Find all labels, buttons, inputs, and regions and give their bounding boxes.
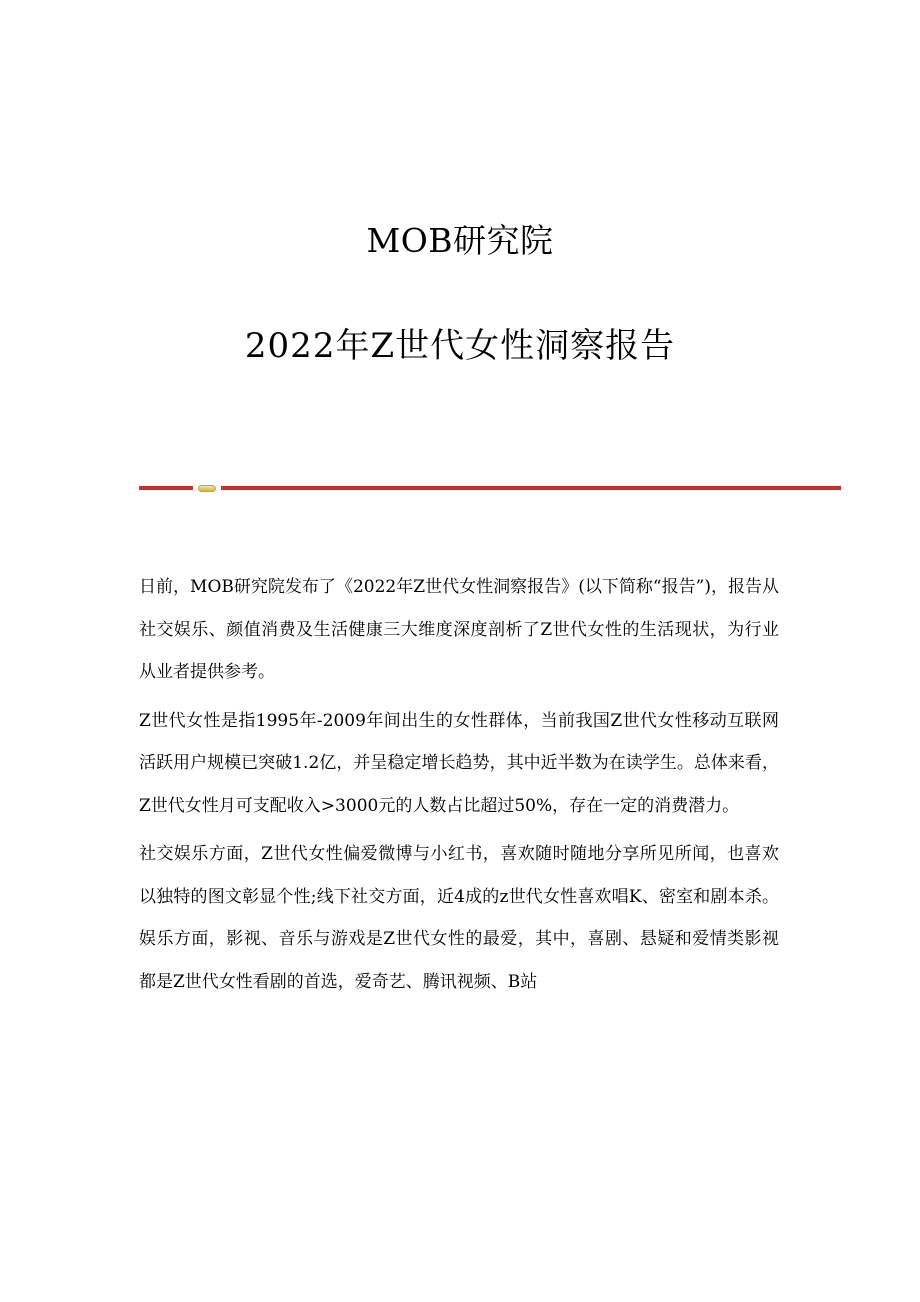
- paragraph-intro: 日前，MOB研究院发布了《2022年Z世代女性洞察报告》(以下简称“报告”)，报告从社交娱乐、颜值消费及生活健康三大维度深度剖析了Z世代女性的生活现状，为行业从业者提供参考。: [139, 577, 779, 682]
- title-divider: [139, 484, 841, 494]
- document-body: [139, 566, 779, 1009]
- divider-bar-right: [221, 486, 841, 490]
- paragraph-social-entertainment: 社交娱乐方面，Z世代女性偏爱微博与小红书，喜欢随时随地分享所见所闻，也喜欢以独特的图文彰显个性;线下社交方面，近4成的z世代女性喜欢唱K、密室和剧本杀。娱乐方面，影视、音乐与游戏是Z世代女性的最爱，其中，喜剧、悬疑和爱情类影视都是Z世代女性看剧的首选，爱奇艺、腾讯视频、B站: [139, 844, 779, 992]
- org-title: MOB研究院: [366, 221, 554, 260]
- divider-bar-left: [139, 486, 193, 490]
- paragraph-definition: Z世代女性是指1995年-2009年间出生的女性群体，当前我国Z世代女性移动互联网活跃用户规模已突破1.2亿，并呈稳定增长趋势，其中近半数为在读学生。总体来看，Z世代女性月可支配收入>3000元的人数占比超过50%，存在一定的消费潜力。: [139, 710, 779, 816]
- report-title: 2022年Z世代女性洞察报告: [244, 326, 676, 366]
- divider-ornament-icon: [198, 485, 216, 492]
